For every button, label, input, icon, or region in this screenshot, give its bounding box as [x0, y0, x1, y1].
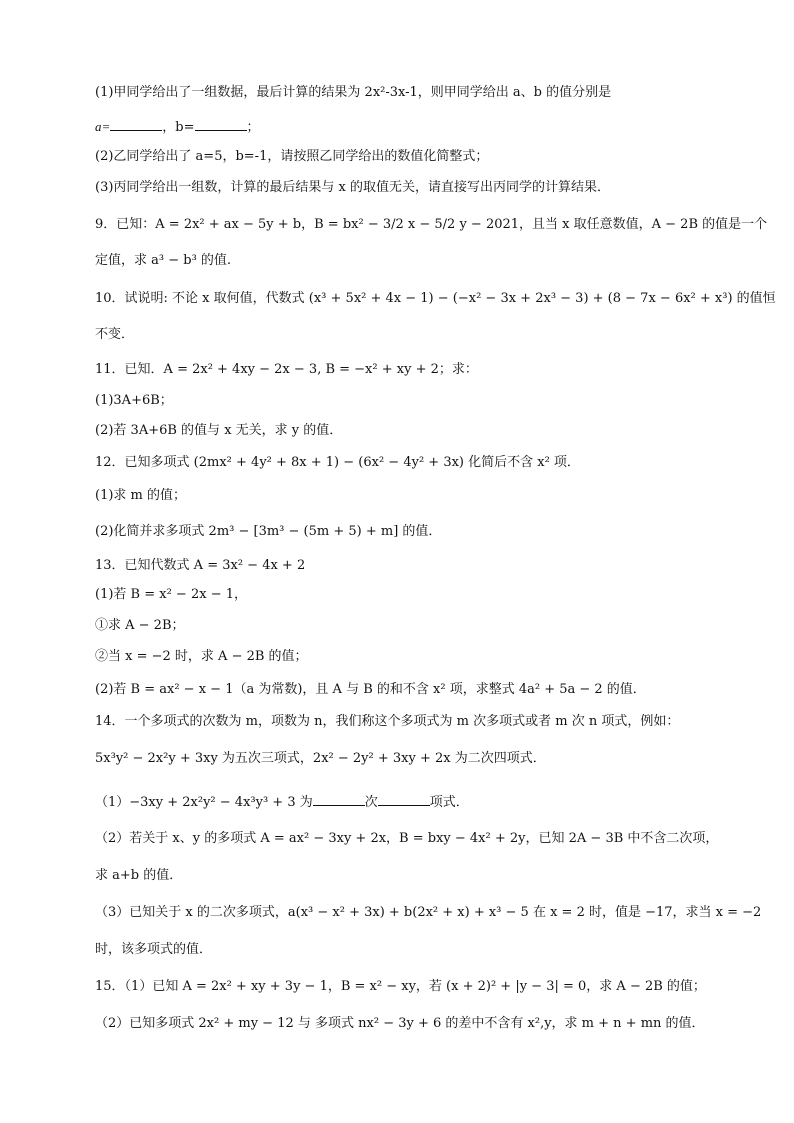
q14-example: 5x³y² − 2x²y + 3xy 为五次三项式，2x² − 2y² + 3xy + 2x 为二次四项式． — [95, 751, 546, 766]
q10-statement: 10．试说明: 不论 x 取何值，代数式 (x³ + 5x² + 4x − 1) − (−x² − 3x + 2x³ − 3) + (8 − 7x − 6x² + x³) 的值恒 — [95, 291, 776, 306]
q14-part2-cont: 求 a+b 的值． — [95, 868, 183, 883]
q14-part2: （2）若关于 x、y 的多项式 A = ax² − 3xy + 2x，B = bxy − 4x² + 2y，已知 2A − 3B 中不含二次项， — [95, 831, 719, 846]
q12-part2: (2)化简并求多项式 2m³ − [3m³ − (5m + 5) + m] 的值． — [95, 524, 442, 539]
answer-blank-degree[interactable] — [313, 793, 365, 806]
q13-part1-ii: ②当 x = −2 时，求 A − 2B 的值； — [95, 649, 308, 664]
q13-statement: 13．已知代数式 A = 3x² − 4x + 2 — [95, 558, 306, 573]
q14-part1: （1）−3xy + 2x²y² − 4x³y³ + 3 为 次 项式． — [95, 795, 469, 810]
q15-part1: 15．（1）已知 A = 2x² + xy + 3y − 1，B = x² − xy，若 (x + 2)² + |y − 3| = 0，求 A − 2B 的值； — [95, 979, 706, 994]
q9-statement-cont: 定值，求 a³ − b³ 的值. — [95, 253, 232, 268]
q14-statement: 14．一个多项式的次数为 m，项数为 n，我们称这个多项式为 m 次多项式或者 m 次 n 项式，例如： — [95, 714, 680, 729]
q10-statement-cont: 不变． — [95, 327, 135, 342]
q15-part2: （2）已知多项式 2x² + my − 12 与 多项式 nx² − 3y + 6 的差中不含有 x²,y，求 m + n + mn 的值． — [95, 1016, 705, 1031]
q8-part3: (3)丙同学给出一组数，计算的最后结果与 x 的取值无关，请直接写出丙同学的计算结果． — [95, 180, 611, 195]
q13-part1-i: ①求 A − 2B； — [95, 618, 185, 633]
q8-part1: (1)甲同学给出了一组数据，最后计算的结果为 2x²-3x-1，则甲同学给出 a、b 的值分别是 — [95, 85, 612, 100]
q11-part2: (2)若 3A+6B 的值与 x 无关，求 y 的值． — [95, 423, 343, 438]
q13-part2: (2)若 B = ax² − x − 1（a 为常数)，且 A 与 B 的和不含 x² 项，求整式 4a² + 5a − 2 的值． — [95, 682, 646, 697]
q12-statement: 12．已知多项式 (2mx² + 4y² + 8x + 1) − (6x² − 4y² + 3x) 化简后不含 x² 项． — [95, 455, 580, 470]
q8-answer-line: a= ，b= ； — [95, 119, 260, 135]
q14-part3-cont: 时，该多项式的值． — [95, 942, 213, 957]
q12-part1: (1)求 m 的值； — [95, 488, 187, 503]
q9-statement: 9．已知：A = 2x² + ax − 5y + b，B = bx² − 3/2 x − 5/2 y − 2021，且当 x 取任意数值，A − 2B 的值是一个 — [95, 217, 768, 232]
answer-blank-b[interactable] — [195, 118, 247, 131]
q14-part3: （3）已知关于 x 的二次多项式，a(x³ − x² + 3x) + b(2x² + x) + x³ − 5 在 x = 2 时，值是 −17，求当 x = −2 — [95, 905, 762, 920]
q8-part2: (2)乙同学给出了 a=5，b=-1，请按照乙同学给出的数值化简整式； — [95, 149, 489, 164]
answer-blank-a[interactable] — [110, 118, 162, 131]
q11-part1: (1)3A+6B； — [95, 393, 173, 408]
answer-blank-terms[interactable] — [378, 793, 430, 806]
q13-part1: (1)若 B = x² − 2x − 1， — [95, 587, 247, 602]
q11-statement: 11．已知．A = 2x² + 4xy − 2x − 3, B = −x² + xy + 2；求： — [95, 362, 478, 377]
